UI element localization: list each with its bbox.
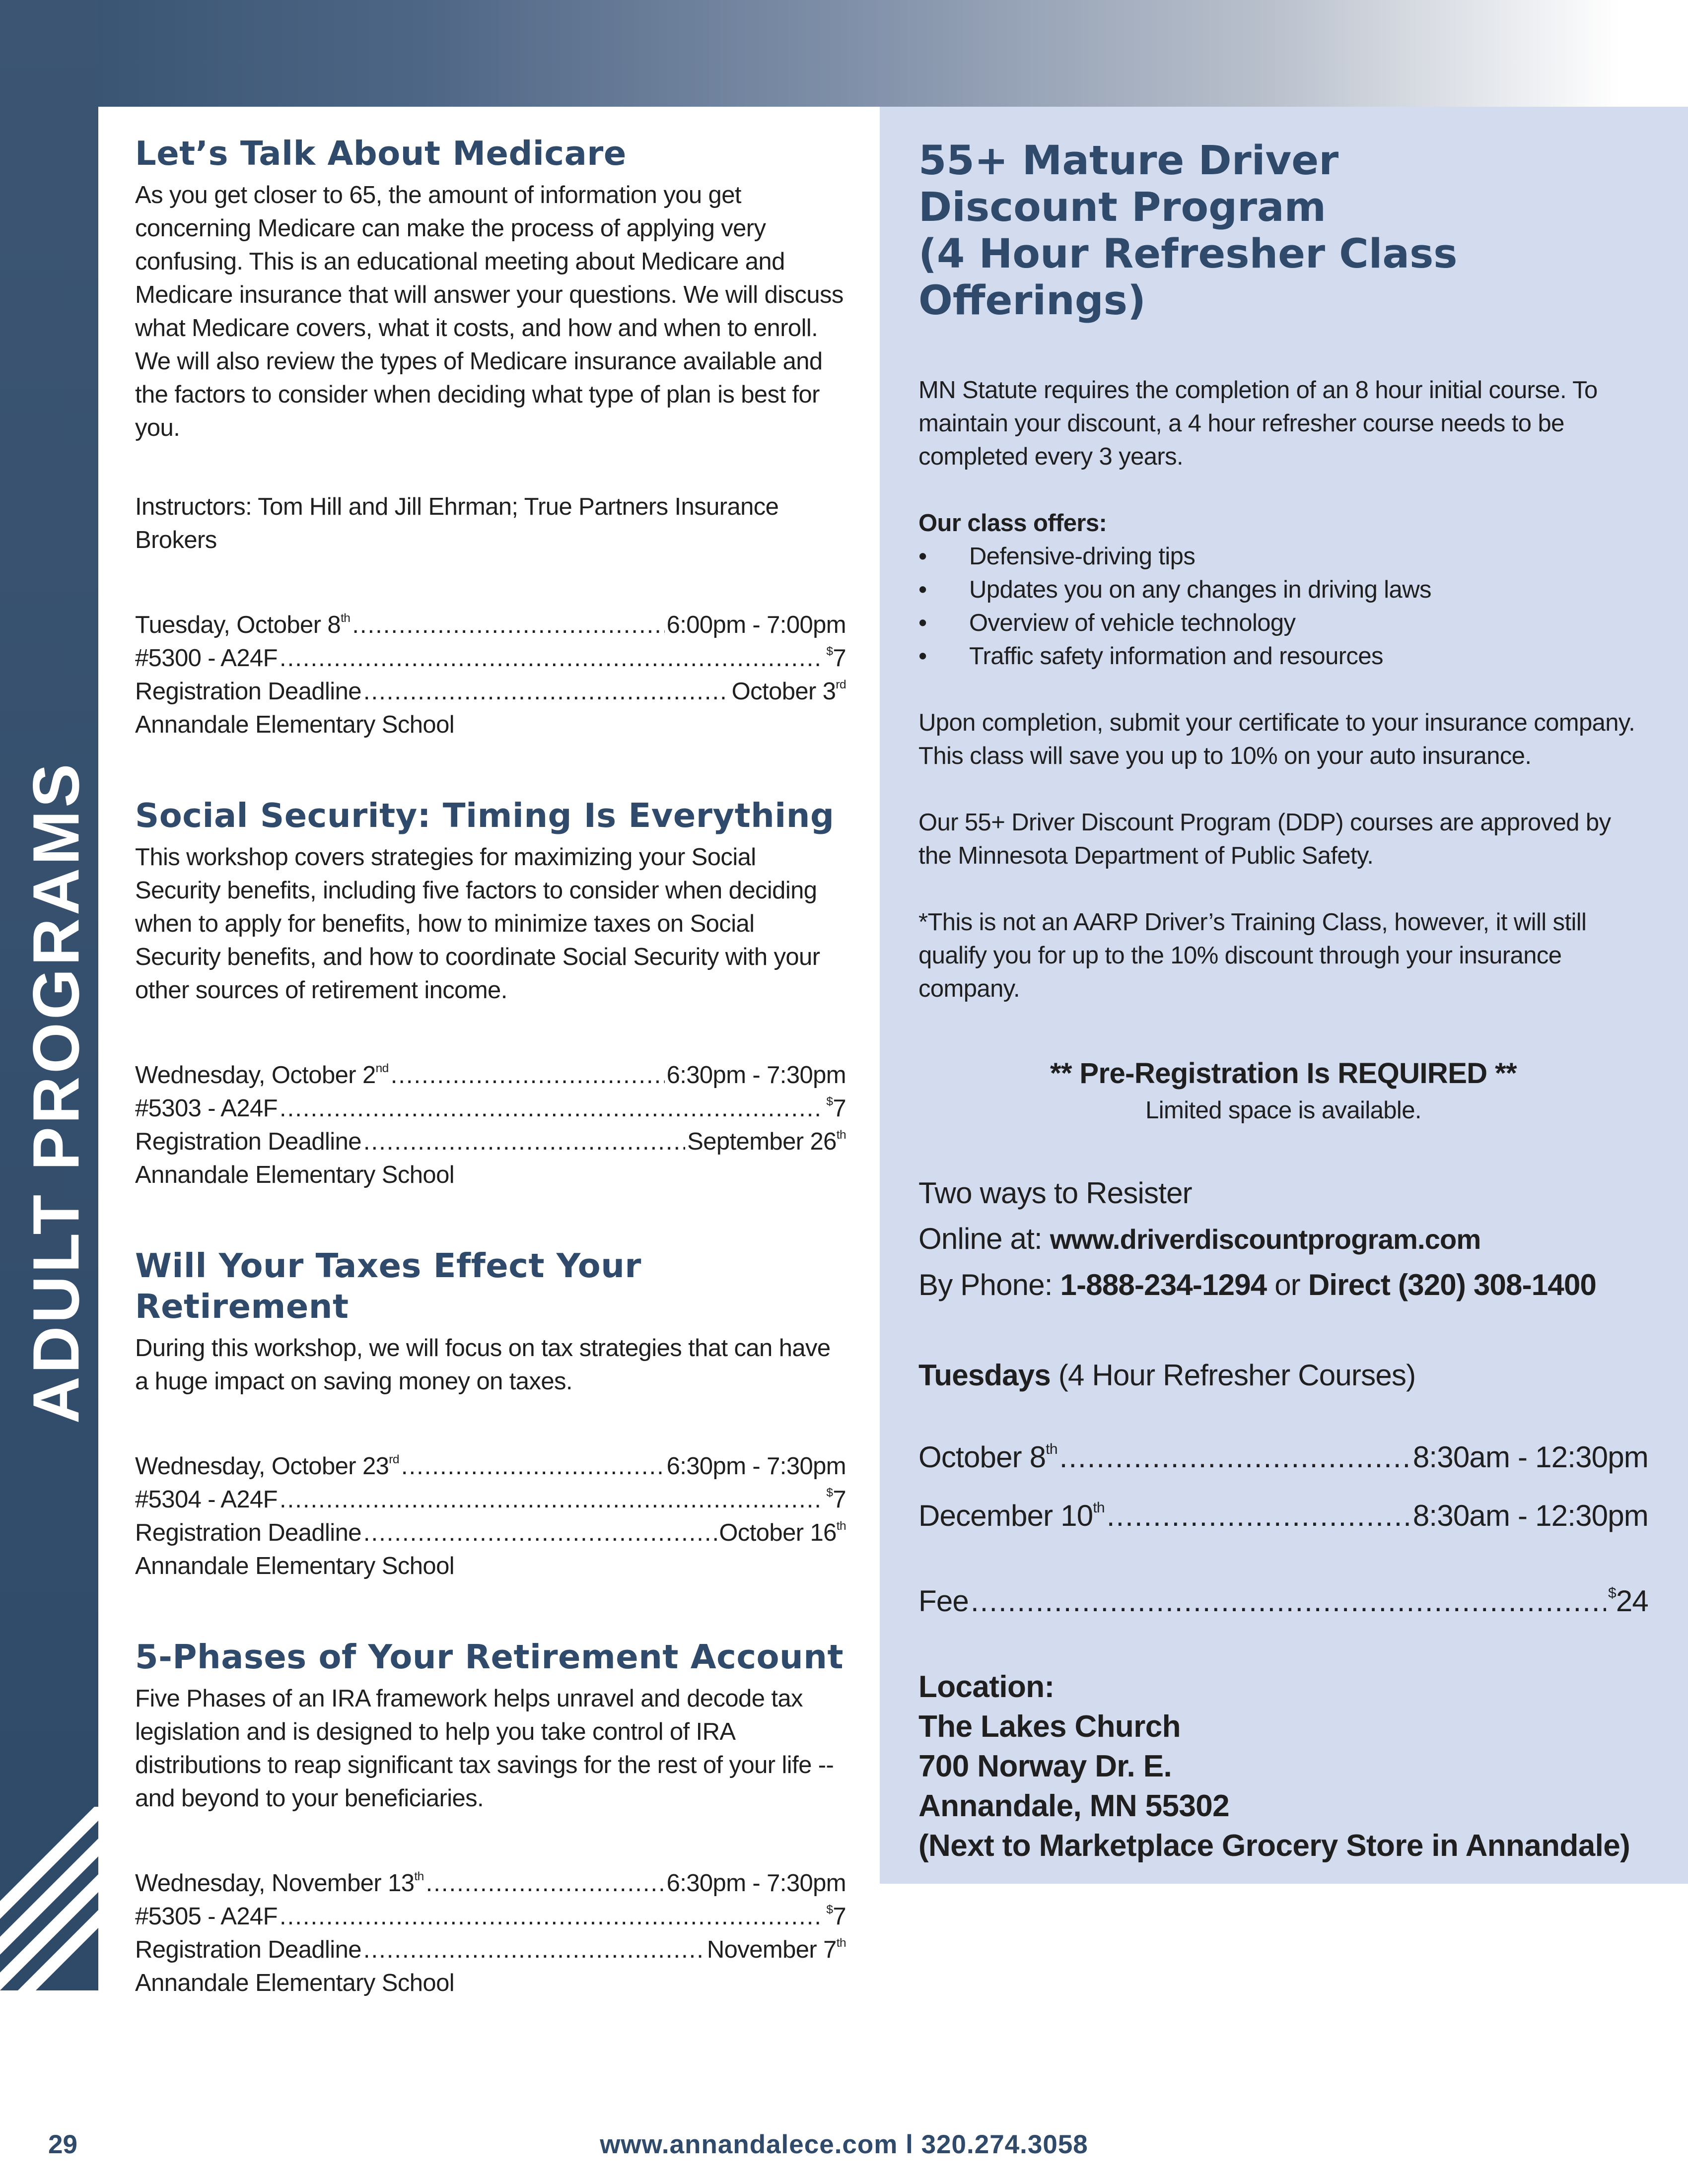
phone-direct[interactable]: Direct (320) 308-1400	[1308, 1268, 1597, 1301]
social-security-section	[135, 795, 846, 1192]
date-row: Wednesday, November 13th ..... 6:30pm - 7:30pm	[135, 1867, 846, 1900]
tuesdays-heading: Tuesdays (4 Hour Refresher Courses)	[918, 1359, 1416, 1392]
session-time: 8:30am - 12:30pm	[1412, 1499, 1648, 1532]
registration-deadline: September 26th	[687, 1128, 846, 1155]
offers-block	[918, 507, 1648, 673]
class-time: 6:30pm - 7:30pm	[666, 1453, 846, 1480]
driver-program-title: 55+ Mature Driver Discount Program (4 Hour Refresher Class Offerings)	[918, 137, 1458, 324]
taxes-section	[135, 1245, 846, 1583]
deadline-row: Registration Deadline ..... September 26th	[135, 1125, 846, 1159]
session-time: 8:30am - 12:30pm	[1412, 1440, 1648, 1474]
section-description: During this workshop, we will focus on tax strategies that can have a huge impact on saving money on taxes.	[135, 1335, 831, 1395]
limited-space: Limited space is available.	[1145, 1097, 1421, 1124]
class-price: $7	[826, 1486, 846, 1513]
class-schedule	[135, 1059, 846, 1192]
list-item: • Updates you on any changes in driving laws	[918, 573, 1648, 607]
code-row	[135, 1900, 846, 1933]
location-heading: Location:	[918, 1670, 1055, 1704]
course-code: #5300 - A24F	[135, 645, 278, 672]
class-location: Annandale Elementary School	[135, 1553, 455, 1579]
section-title: Will Your Taxes Effect Your Retirement	[135, 1246, 641, 1326]
deadline-row: Registration Deadline ..... October 3rd	[135, 675, 846, 708]
sidebar-stripes-decoration	[0, 1807, 98, 1990]
list-item: • Traffic safety information and resources	[918, 640, 1648, 673]
driver-website-link[interactable]: www.driverdiscountprogram.com	[1050, 1224, 1481, 1255]
section-title: Let’s Talk About Medicare	[135, 134, 627, 173]
registration-ways	[918, 1170, 1648, 1308]
fee-row: Fee ..... $24	[918, 1572, 1648, 1631]
phone-line: By Phone: 1-888-234-1294 or Direct (320) 308-1400	[918, 1268, 1597, 1301]
class-time: 6:30pm - 7:30pm	[666, 1062, 846, 1089]
header-gradient-band	[0, 0, 1688, 107]
deadline-row: Registration Deadline ..... November 7th	[135, 1933, 846, 1967]
session-row: October 8th ..... 8:30am - 12:30pm	[918, 1428, 1648, 1487]
sidebar-title: ADULT PROGRAMS	[19, 760, 93, 1424]
registration-deadline: October 16th	[719, 1519, 846, 1546]
preregistration-notice	[918, 1056, 1648, 1130]
section-title: 5-Phases of Your Retirement Account	[135, 1638, 844, 1676]
course-code: #5303 - A24F	[135, 1095, 278, 1122]
aarp-note: *This is not an AARP Driver’s Training Class, however, it will still qualify you for up to the 10% discount through your insurance company.	[918, 909, 1587, 1002]
location-city: Annandale, MN 55302	[918, 1789, 1230, 1823]
date-row: Tuesday, October 8th ..... 6:00pm - 7:00pm	[135, 609, 846, 642]
online-line: Online at: www.driverdiscountprogram.com	[918, 1222, 1481, 1255]
section-description: As you get closer to 65, the amount of information you get concerning Medicare can make the process of applying very confusing. This is an educational meeting about Medicare and Medicare insurance that will answer your questions. We will discuss what Medicare covers, what it costs, and how and when to enroll. We will also review the types of Medicare insurance available and the factors to consider when deciding what type of plan is best for you.	[135, 182, 844, 441]
location-block	[918, 1667, 1648, 1866]
location-street: 700 Norway Dr. E.	[918, 1749, 1172, 1783]
offers-list	[918, 540, 1648, 673]
class-schedule	[135, 609, 846, 742]
date-row: Wednesday, October 2nd ..... 6:30pm - 7:30pm	[135, 1059, 846, 1092]
class-schedule	[135, 1450, 846, 1583]
code-row	[135, 1483, 846, 1516]
class-schedule	[135, 1867, 846, 2000]
statute-text: MN Statute requires the completion of an 8 hour initial course. To maintain your discount, a 4 hour refresher course needs to be completed every 3 years.	[918, 377, 1598, 470]
class-price: $7	[826, 644, 846, 672]
list-item: • Overview of vehicle technology	[918, 607, 1648, 640]
registration-deadline: October 3rd	[731, 678, 846, 705]
class-time: 6:30pm - 7:30pm	[666, 1870, 846, 1897]
deadline-row: Registration Deadline ..... October 16th	[135, 1516, 846, 1550]
footer-contact: www.annandalece.com l 320.274.3058	[600, 2130, 1088, 2159]
retirement-phases-section	[135, 1637, 846, 2000]
list-item: • Defensive-driving tips	[918, 540, 1648, 573]
course-code: #5304 - A24F	[135, 1486, 278, 1513]
class-location: Annandale Elementary School	[135, 1161, 455, 1188]
driver-program-panel	[880, 107, 1688, 1884]
section-title: Social Security: Timing Is Everything	[135, 796, 835, 835]
course-code: #5305 - A24F	[135, 1903, 278, 1930]
location-name: The Lakes Church	[918, 1709, 1181, 1744]
session-list	[918, 1428, 1648, 1545]
page-number: 29	[48, 2130, 77, 2159]
code-row	[135, 1092, 846, 1125]
sidebar-band	[0, 0, 98, 1990]
ways-heading: Two ways to Resister	[918, 1176, 1192, 1210]
location-note: (Next to Marketplace Grocery Store in Annandale)	[918, 1829, 1630, 1863]
date-row: Wednesday, October 23rd ..... 6:30pm - 7:30pm	[135, 1450, 846, 1483]
fee-amount: $24	[1608, 1584, 1648, 1618]
code-row	[135, 642, 846, 675]
class-location: Annandale Elementary School	[135, 711, 455, 738]
left-column	[135, 133, 846, 2000]
registration-deadline: November 7th	[706, 1936, 846, 1963]
instructors-line: Instructors: Tom Hill and Jill Ehrman; True Partners Insurance Brokers	[135, 493, 779, 553]
class-price: $7	[826, 1903, 846, 1930]
section-description: Five Phases of an IRA framework helps unravel and decode tax legislation and is designed to help you take control of IRA distributions to reap significant tax savings for the rest of your life -- and beyond to your beneficiaries.	[135, 1685, 834, 1812]
preregistration-required: ** Pre-Registration Is REQUIRED **	[1050, 1057, 1517, 1090]
phone-main[interactable]: 1-888-234-1294	[1060, 1268, 1267, 1301]
completion-text: Upon completion, submit your certificate to your insurance company. This class will save you up to 10% on your auto insurance.	[918, 709, 1635, 769]
session-row: December 10th ..... 8:30am - 12:30pm	[918, 1487, 1648, 1545]
class-time: 6:00pm - 7:00pm	[666, 612, 846, 638]
medicare-section	[135, 133, 846, 742]
class-location: Annandale Elementary School	[135, 1970, 455, 1996]
approval-text: Our 55+ Driver Discount Program (DDP) courses are approved by the Minnesota Department of Public Safety.	[918, 809, 1611, 869]
section-description: This workshop covers strategies for maximizing your Social Security benefits, including five factors to consider when deciding when to apply for benefits, how to minimize taxes on Social Security benefits, and how to coordinate Social Security with your other sources of retirement income.	[135, 844, 820, 1004]
offers-heading: Our class offers:	[918, 510, 1107, 537]
page-footer	[0, 2129, 1688, 2164]
class-price: $7	[826, 1094, 846, 1122]
